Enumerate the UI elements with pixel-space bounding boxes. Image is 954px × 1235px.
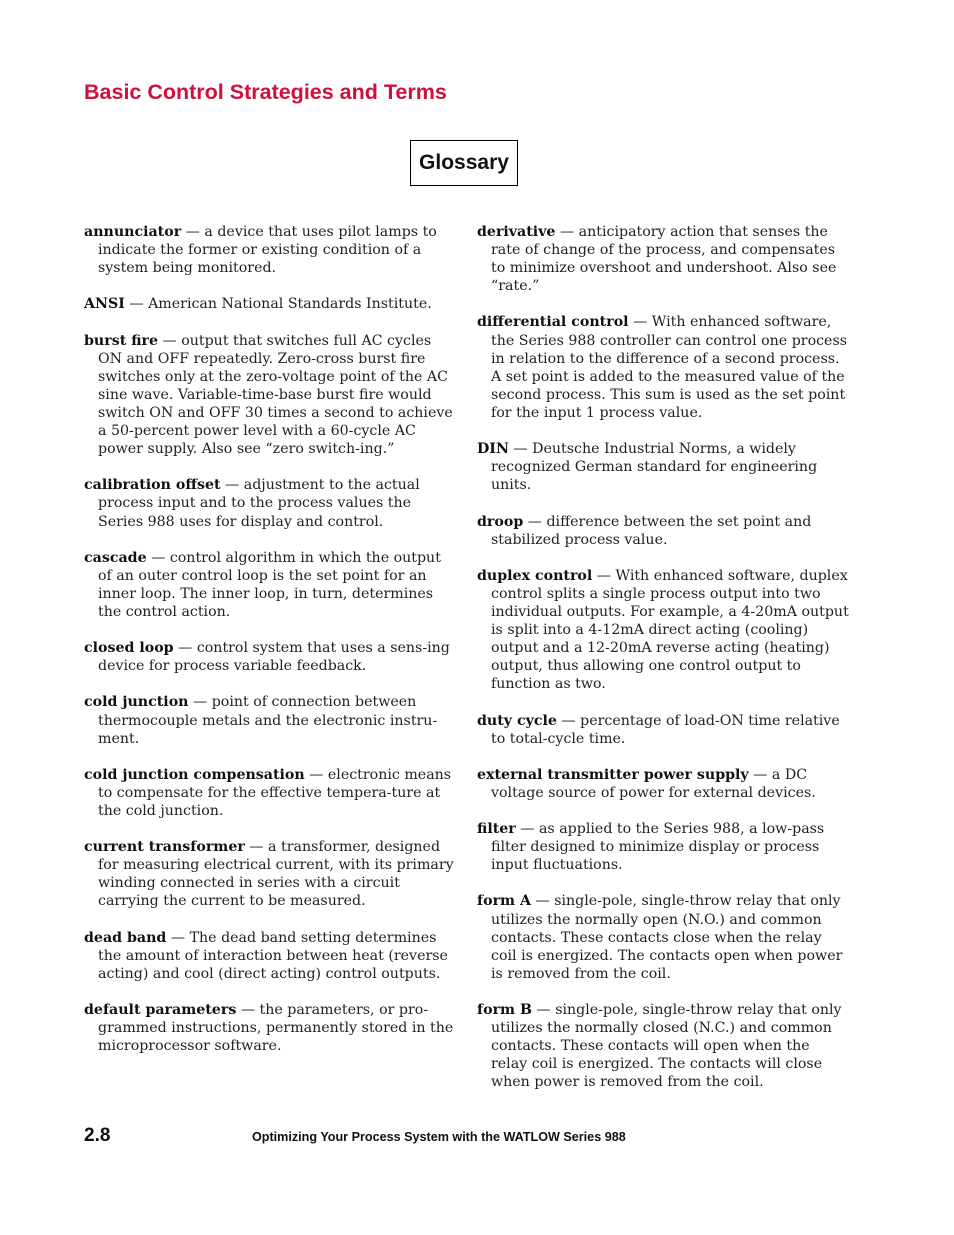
glossary-definition: — The dead band setting determines the amount of interaction between heat (reverse acting) and cool (direct acting) control outputs.: [98, 929, 448, 982]
glossary-entry: [84, 1001, 456, 1055]
glossary-definition: — control system that uses a sens-ing device for process variable feedback.: [98, 640, 450, 675]
glossary-term: current transformer: [84, 839, 245, 856]
glossary-definition: — control algorithm in which the output of an outer control loop is the set point for an inner loop. The inner loop, in turn, determines the control action.: [98, 549, 441, 620]
glossary-entry: [477, 567, 849, 694]
glossary-definition: — adjustment to the actual process input and to the process values the Series 988 uses for display and control.: [98, 477, 420, 530]
glossary-term: calibration offset: [84, 477, 221, 494]
glossary-term: external transmitter power supply: [477, 766, 749, 783]
glossary-definition: — percentage of load-ON time relative to total-cycle time.: [491, 712, 840, 747]
glossary-entry: [477, 1001, 849, 1091]
glossary-definition: — as applied to the Series 988, a low-pass filter designed to minimize display or process input fluctuations.: [491, 821, 825, 874]
glossary-entry: [84, 766, 456, 820]
glossary-entry: [477, 820, 849, 874]
glossary-term: filter: [477, 821, 516, 838]
glossary-entry: [477, 712, 849, 748]
page-number: 2.8: [84, 1125, 111, 1146]
glossary-entry: [477, 223, 849, 295]
glossary-entry: [84, 639, 456, 675]
glossary-definition: — the parameters, or pro-grammed instructions, permanently stored in the microprocessor software.: [98, 1002, 454, 1055]
glossary-definition: — single-pole, single-throw relay that only utilizes the normally open (N.O.) and common contacts. These contacts close when the relay coil is energized. The contacts open when power is removed from the coil.: [491, 893, 843, 982]
glossary-definition: — American National Standards Institute.: [124, 296, 432, 313]
glossary-definition: — output that switches full AC cycles ON and OFF repeatedly. Zero-cross burst fire switches only at the zero-voltage point of the AC sine wave. Variable-time-base burst fire would switch ON and OFF 30 times a second to achieve a 50-percent power level with a 60-cycle AC power supply. Also see “zero switch-ing.”: [98, 332, 453, 458]
glossary-term: cold junction compensation: [84, 766, 305, 783]
glossary-term: dead band: [84, 929, 167, 946]
glossary-entry: [84, 838, 456, 910]
glossary-term: cold junction: [84, 694, 189, 711]
glossary-entry: [84, 332, 456, 459]
glossary-definition: — single-pole, single-throw relay that only utilizes the normally closed (N.C.) and common contacts. These contacts will open when the relay coil is energized. The contacts will close when power is removed from the coil.: [491, 1002, 842, 1091]
glossary-definition: — electronic means to compensate for the effective tempera-ture at the cold junction.: [98, 766, 452, 819]
glossary-term: form B: [477, 1002, 532, 1019]
glossary-entry: [477, 513, 849, 549]
glossary-entry: [477, 313, 849, 422]
glossary-entry: [84, 693, 456, 747]
glossary-definition: — a DC voltage source of power for external devices.: [491, 766, 816, 801]
glossary-definition: — difference between the set point and stabilized process value.: [491, 513, 812, 548]
glossary-term: duplex control: [477, 567, 593, 584]
glossary-definition: — point of connection between thermocouple metals and the electronic instru-ment.: [98, 694, 438, 747]
glossary-left-column: [84, 223, 456, 1073]
footer-title: Optimizing Your Process System with the WATLOW Series 988: [252, 1130, 626, 1144]
glossary-entry: [84, 929, 456, 983]
glossary-entry: [477, 766, 849, 802]
glossary-term: droop: [477, 513, 524, 530]
glossary-term: burst fire: [84, 332, 159, 349]
glossary-term: ANSI: [84, 296, 125, 313]
glossary-entry: [84, 549, 456, 621]
section-title: Basic Control Strategies and Terms: [84, 80, 447, 104]
glossary-entry: [84, 295, 456, 313]
glossary-entry: [477, 440, 849, 494]
glossary-right-column: [477, 223, 849, 1110]
glossary-definition: — a transformer, designed for measuring electrical current, with its primary winding connected in series with a circuit carrying the current to be measured.: [98, 839, 454, 910]
glossary-term: DIN: [477, 441, 509, 458]
glossary-term: cascade: [84, 549, 147, 566]
glossary-definition: — anticipatory action that senses the rate of change of the process, and compensates to minimize overshoot and undershoot. Also see “rate.”: [491, 224, 837, 295]
glossary-term: differential control: [477, 314, 629, 331]
glossary-entry: [477, 892, 849, 982]
glossary-term: duty cycle: [477, 712, 557, 729]
glossary-term: form A: [477, 893, 531, 910]
glossary-definition: — Deutsche Industrial Norms, a widely recognized German standard for engineering units.: [491, 441, 818, 494]
glossary-entry: [84, 223, 456, 277]
glossary-term: annunciator: [84, 224, 182, 240]
glossary-entry: [84, 476, 456, 530]
glossary-definition: — a device that uses pilot lamps to indicate the former or existing condition of a system being monitored.: [98, 224, 437, 277]
glossary-term: derivative: [477, 224, 556, 240]
glossary-definition: — With enhanced software, the Series 988 controller can control one process in relation to the difference of a second process. A set point is added to the measured value of the second process. This sum is used as the set point for the input 1 process value.: [491, 314, 848, 421]
glossary-definition: — With enhanced software, duplex control splits a single process output into two individual outputs. For example, a 4-20mA output is split into a 4-12mA direct acting (cooling) output and a 12-20mA reverse acting (heating) output, thus allowing one control output to function as two.: [491, 567, 849, 693]
glossary-term: closed loop: [84, 640, 174, 657]
glossary-term: default parameters: [84, 1002, 237, 1019]
glossary-box-title: Glossary: [410, 140, 518, 186]
